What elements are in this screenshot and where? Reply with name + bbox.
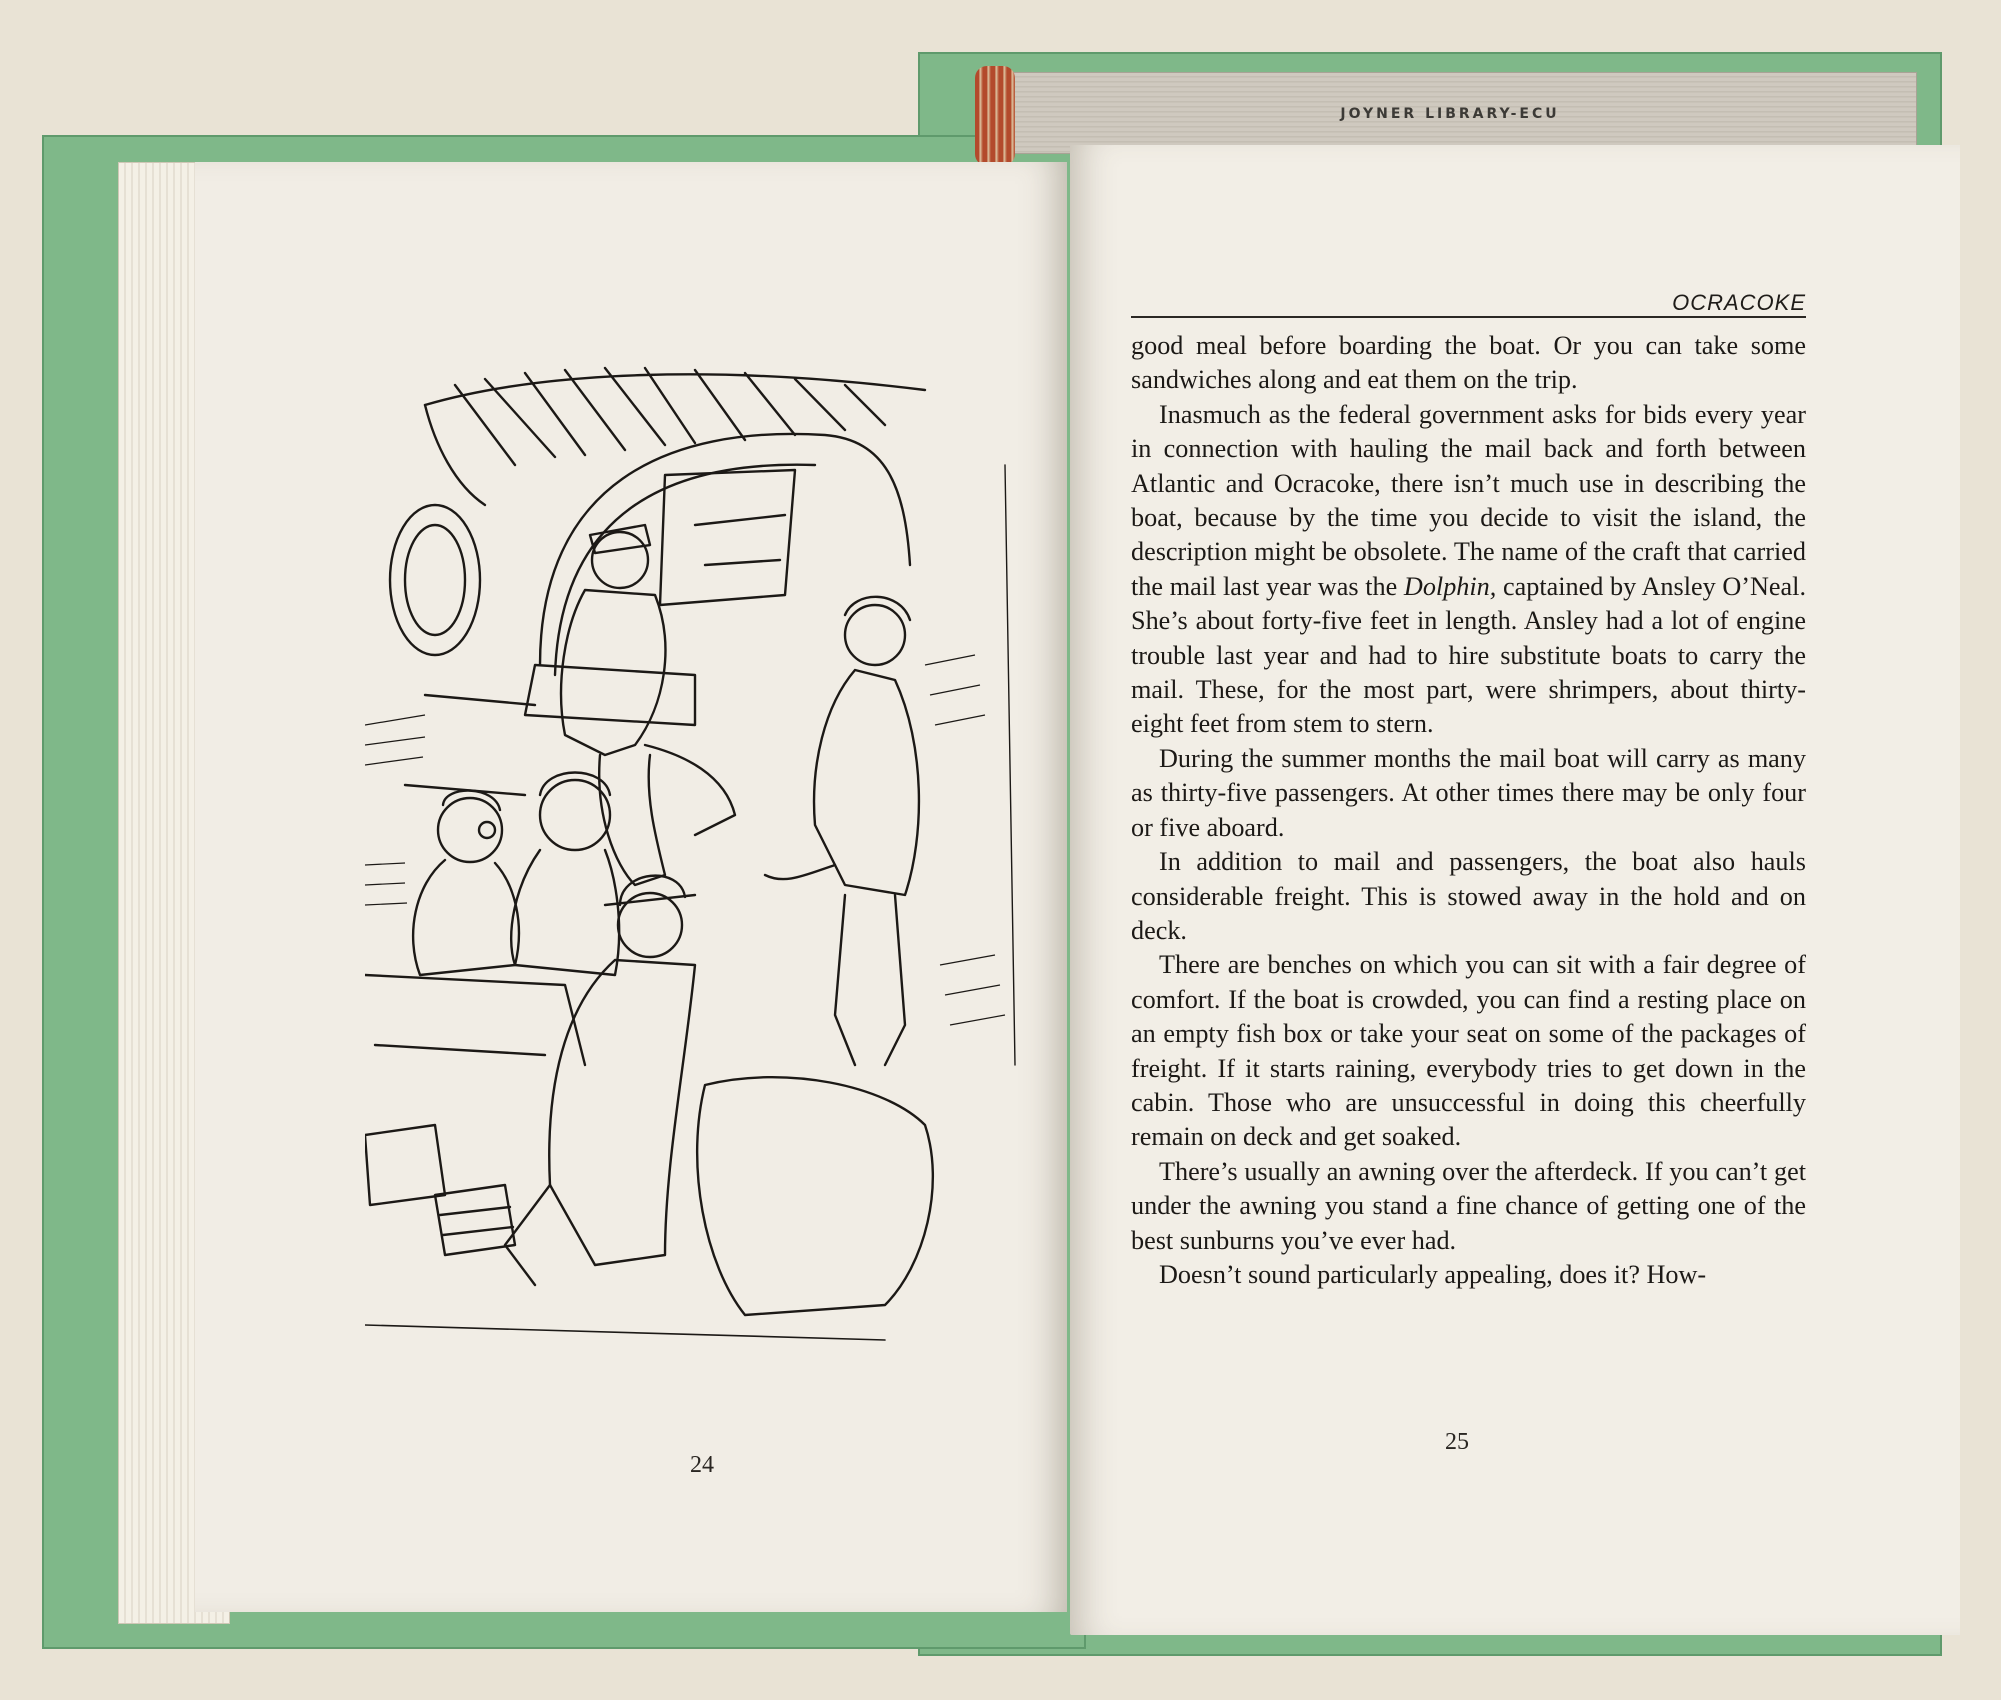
paragraph-6: There’s usually an awning over the afterdeck. If you can’t get under the awning you stand a fine chance of getting one of the best sunburns you’ve ever had.	[1131, 1156, 1806, 1255]
ink-illustration	[365, 365, 1020, 1345]
body-text	[1131, 329, 1806, 1292]
paragraph-5: There are benches on which you can sit with a fair degree of comfort. If the boat is crowded, you can find a resting place on an empty fish box or take your seat on some of the packages of freight. If it starts raining, everybody tries to get down in the cabin. Those who are unsuccessful in doing this cheerfully remain on deck and get soaked.	[1131, 950, 1806, 1152]
paragraph-7: Doesn’t sound particularly appealing, does it? How-	[1159, 1259, 1707, 1289]
paragraph-2: Inasmuch as the federal government asks for bids every year in connection with hauling the mail back and forth between Atlantic and Ocracoke, there isn’t much use in describing the boat, because by the time you decide to visit the island, the description might be obsolete. The name of the craft that carried the mail last year was the Dolphin, captained by Ansley O’Neal. She’s about forty-five feet in length. Ansley had a lot of engine trouble last year and had to hire substitute boats to carry the mail. These, for the most part, were shrimpers, about thirty-eight feet from stem to stern.	[1131, 399, 1807, 739]
left-page-number: 24	[690, 1452, 714, 1478]
library-stamp: JOYNER LIBRARY-ECU	[1340, 106, 1560, 122]
right-page-number: 25	[1445, 1429, 1469, 1455]
boat-name: Dolphin,	[1403, 571, 1497, 601]
paragraph-3: During the summer months the mail boat will carry as many as thirty-five passengers. At other times there may be only four or five aboard.	[1131, 743, 1806, 842]
paragraph-4: In addition to mail and passengers, the boat also hauls considerable freight. This is stowed away in the hold and on deck.	[1131, 847, 1806, 945]
headband	[975, 66, 1015, 166]
header-rule	[1131, 316, 1806, 318]
running-head: OCRACOKE	[1672, 290, 1806, 315]
paragraph-1: good meal before boarding the boat. Or you can take some sandwiches along and eat them on the trip.	[1131, 331, 1806, 395]
